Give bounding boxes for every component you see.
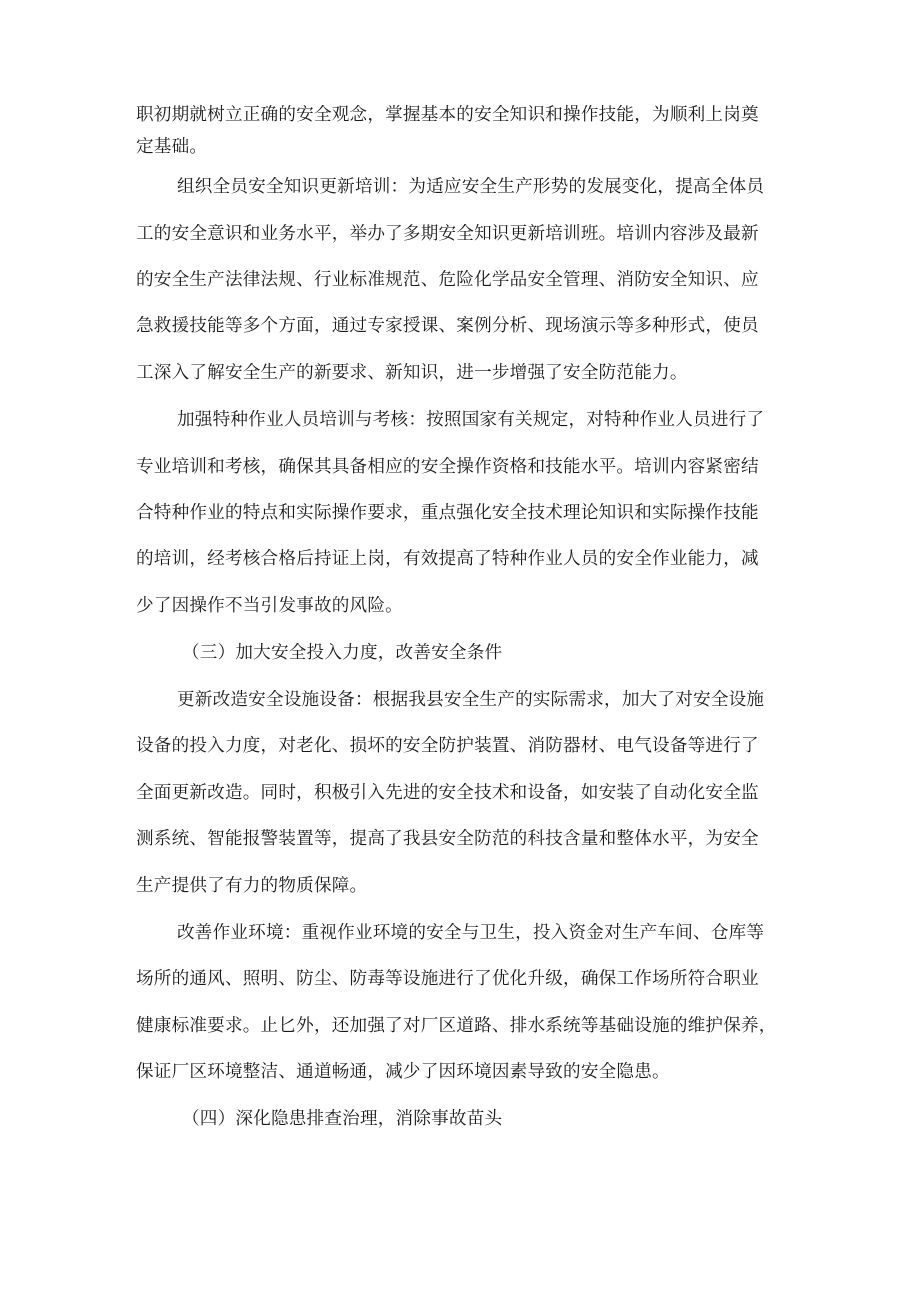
text-line: 职初期就树立正确的安全观念，掌握基本的安全知识和操作技能，为顺利上岗奠 xyxy=(136,105,759,125)
text-line: 工的安全意识和业务水平，举办了多期安全知识更新培训班。培训内容涉及最新 xyxy=(136,224,759,244)
text-line: 的培训，经考核合格后持证上岗，有效提高了特种作业人员的安全作业能力，减 xyxy=(136,549,759,569)
text-line: 生产提供了有力的物质保障。 xyxy=(136,876,368,896)
text-line: 保证厂区环境整洁、通道畅通，减少了因环境因素导致的安全隐患。 xyxy=(136,1062,670,1082)
section-heading: （四）深化隐患排查治理，消除事故苗头 xyxy=(182,1109,503,1129)
text-line: 改善作业环境：重视作业环境的安全与卫生，投入资金对生产车间、仓库等 xyxy=(177,923,765,943)
text-line: 全面更新改造。同时，积极引入先进的安全技术和设备，如安装了自动化安全监 xyxy=(136,783,759,803)
section-heading: （三）加大安全投入力度，改善安全条件 xyxy=(182,643,503,663)
text-line: 合特种作业的特点和实际操作要求，重点强化安全技术理论知识和实际操作技能 xyxy=(136,503,759,523)
text-line: 少了因操作不当引发事故的风险。 xyxy=(136,596,403,616)
text-line: 场所的通风、照明、防尘、防毒等设施进行了优化升级，确保工作场所符合职业 xyxy=(136,969,759,989)
text-line: 设备的投入力度，对老化、损坏的安全防护装置、消防器材、电气设备等进行了 xyxy=(136,736,759,756)
text-line: 加强特种作业人员培训与考核：按照国家有关规定，对特种作业人员进行了 xyxy=(177,410,765,430)
text-line: 测系统、智能报警装置等，提高了我县安全防范的科技含量和整体水平，为安全 xyxy=(136,829,759,849)
text-line: 健康标准要求。止匕外，还加强了对厂区道路、排水系统等基础设施的维护保养， xyxy=(136,1016,777,1036)
text-line: 工深入了解安全生产的新要求、新知识，进一步增强了安全防范能力。 xyxy=(136,363,688,383)
text-line: 定基础。 xyxy=(136,137,208,157)
text-line: 专业培训和考核，确保其具备相应的安全操作资格和技能水平。培训内容紧密结 xyxy=(136,457,759,477)
text-line: 的安全生产法律法规、行业标准规范、危险化学品安全管理、消防安全知识、应 xyxy=(136,270,759,290)
text-line: 急救援技能等多个方面，通过专家授课、案例分析、现场演示等多种形式，使员 xyxy=(136,316,759,336)
text-line: 组织全员安全知识更新培训：为适应安全生产形势的发展变化，提高全体员 xyxy=(177,177,765,197)
text-line: 更新改造安全设施设备：根据我县安全生产的实际需求，加大了对安全设施 xyxy=(177,690,765,710)
